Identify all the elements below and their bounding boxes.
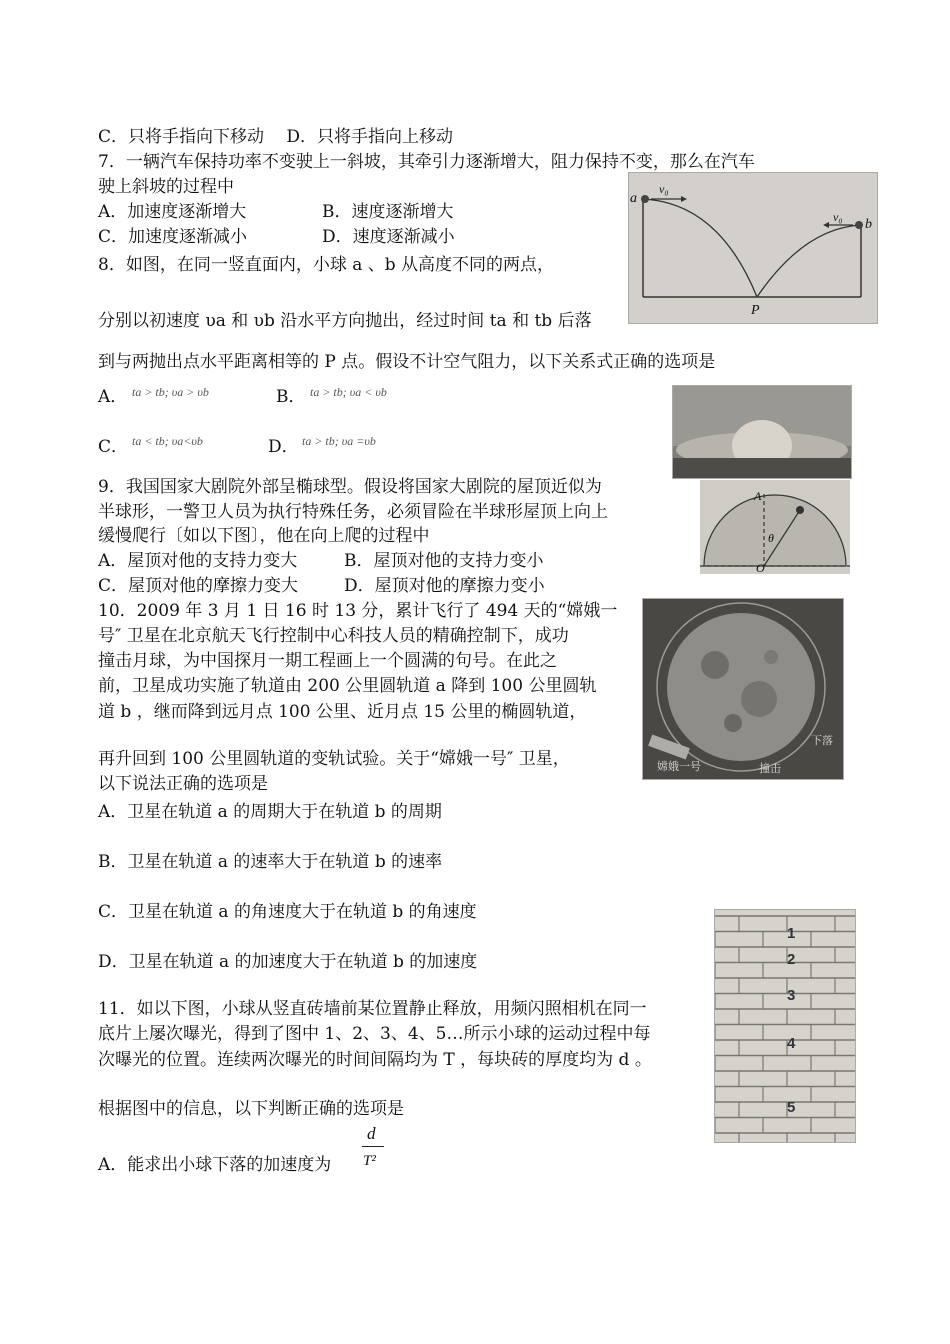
q9-stem-line-2: 半球形，一警卫人员为执行特殊任务，必须冒险在半球形屋顶上向上	[98, 502, 608, 522]
q10-option-c: C．卫星在轨道 a 的角速度大于在轨道 b 的角速度	[98, 902, 477, 922]
q11-option-a: A．能求出小球下落的加速度为	[98, 1155, 332, 1175]
q8-option-b-expr: ta > tb; υa < υb	[310, 385, 387, 399]
moon-caption-right: 下落	[811, 734, 833, 747]
q8-fig-label-b: b	[865, 217, 872, 232]
q11-stem-line-1: 11．如以下图，小球从竖直砖墙前某位置静止释放，用频闪照相机在同一	[98, 999, 647, 1019]
q11-stem-line-4: 根据图中的信息，以下判断正确的选项是	[98, 1099, 404, 1119]
q10-option-d: D．卫星在轨道 a 的加速度大于在轨道 b 的加速度	[98, 952, 478, 972]
q8-stem-line-1: 8．如图，在同一竖直面内，小球 a 、b 从高度不同的两点，	[98, 255, 555, 275]
q6-options-cd: C．只将手指向下移动 D．只将手指向上移动	[98, 127, 454, 147]
q10-stem-line-4: 前，卫星成功实施了轨道由 200 公里圆轨道 a 降到 100 公里圆轨	[98, 676, 597, 696]
q7-option-c: C．加速度逐渐减小	[98, 227, 248, 247]
q8-option-b-label: B．	[276, 387, 306, 407]
q8-stem-line-3: 到与两抛出点水平距离相等的 P 点。假设不计空气阻力，以下关系式正确的选项是	[98, 352, 716, 372]
q9-option-b: B．屋顶对他的支持力变小	[344, 551, 544, 571]
q8-fig-label-vb: v₀	[833, 210, 843, 224]
q9-option-a: A．屋顶对他的支持力变大	[98, 551, 298, 571]
q8-option-c-label: C．	[98, 437, 129, 457]
q9-hemisphere-diagram	[700, 480, 850, 574]
q10-option-b: B．卫星在轨道 a 的速率大于在轨道 b 的速率	[98, 852, 443, 872]
q11-option-a-numerator: d	[367, 1124, 376, 1143]
q8-option-d-label: D．	[268, 437, 299, 457]
q9-fig-label-a: A	[754, 489, 762, 503]
q11-stem-line-3: 次曝光的位置。连续两次曝光的时间间隔均为 T ，每块砖的厚度均为 d 。	[98, 1050, 652, 1070]
q9-fig-label-o: O	[756, 561, 765, 574]
q10-stem-line-2: 号″ 卫星在北京航天飞行控制中心科技人员的精确控制下，成功	[98, 626, 569, 646]
q11-option-a-denominator: T²	[363, 1153, 376, 1169]
q11-stem-line-2: 底片上屡次曝光，得到了图中 1、2、3、4、5…所示小球的运动过程中每	[98, 1024, 651, 1044]
moon-caption-left: 嫦娥一号	[657, 760, 701, 773]
q10-option-a: A．卫星在轨道 a 的周期大于在轨道 b 的周期	[98, 802, 442, 822]
q7-option-d: D．速度逐渐减小	[322, 227, 455, 247]
q8-projectile-figure	[628, 172, 878, 324]
q7-option-a: A．加速度逐渐增大	[98, 202, 247, 222]
q9-option-d: D．屋顶对他的摩擦力变小	[344, 576, 545, 596]
q8-fig-label-va: v₀	[659, 182, 669, 196]
q8-option-c-expr: ta < tb; υa<υb	[132, 434, 203, 448]
q9-fig-label-theta: θ	[768, 531, 774, 545]
q10-stem-line-1: 10．2009 年 3 月 1 日 16 时 13 分，累计飞行了 494 天的“嫦娥一	[98, 601, 618, 621]
moon-caption-bottom: 撞击	[759, 762, 781, 775]
fraction-bar	[362, 1146, 384, 1147]
q7-option-b: B．速度逐渐增大	[322, 202, 454, 222]
q9-stem-line-1: 9．我国国家大剧院外部呈椭球型。假设将国家大剧院的屋顶近似为	[98, 477, 602, 497]
ball-mark-1: 1	[787, 925, 796, 942]
ball-mark-2: 2	[787, 951, 796, 968]
q7-stem-line-2: 驶上斜坡的过程中	[98, 177, 234, 197]
q8-option-a-label: A．	[98, 387, 128, 407]
brick-wall-photo	[714, 909, 856, 1143]
ball-mark-5: 5	[787, 1099, 796, 1116]
q10-stem-line-7: 以下说法正确的选项是	[98, 774, 268, 794]
q10-stem-line-5: 道 b ，继而降到远月点 100 公里、近月点 15 公里的椭圆轨道，	[98, 702, 587, 722]
ball-mark-3: 3	[787, 987, 796, 1004]
q10-stem-line-3: 撞击月球，为中国探月一期工程画上一个圆满的句号。在此之	[98, 651, 557, 671]
q9-option-c: C．屋顶对他的摩擦力变大	[98, 576, 299, 596]
ball-mark-4: 4	[787, 1035, 796, 1052]
q8-fig-label-a: a	[630, 191, 637, 206]
q8-stem-line-2: 分别以初速度 υa 和 υb 沿水平方向抛出，经过时间 ta 和 tb 后落	[98, 311, 592, 331]
national-theatre-photo	[672, 385, 852, 479]
q10-stem-line-6: 再升回到 100 公里圆轨道的变轨试验。关于“嫦娥一号″ 卫星，	[98, 749, 570, 769]
q9-stem-line-3: 缓慢爬行〔如以下图〕，他在向上爬的过程中	[98, 526, 430, 546]
q8-option-d-expr: ta > tb; υa =υb	[302, 434, 376, 448]
q8-option-a-expr: ta > tb; υa > υb	[132, 385, 209, 399]
moon-orbit-photo	[642, 598, 844, 780]
q8-fig-label-p: P	[751, 303, 760, 318]
q7-stem-line-1: 7．一辆汽车保持功率不变驶上一斜坡，其牵引力逐渐增大，阻力保持不变，那么在汽车	[98, 152, 755, 172]
